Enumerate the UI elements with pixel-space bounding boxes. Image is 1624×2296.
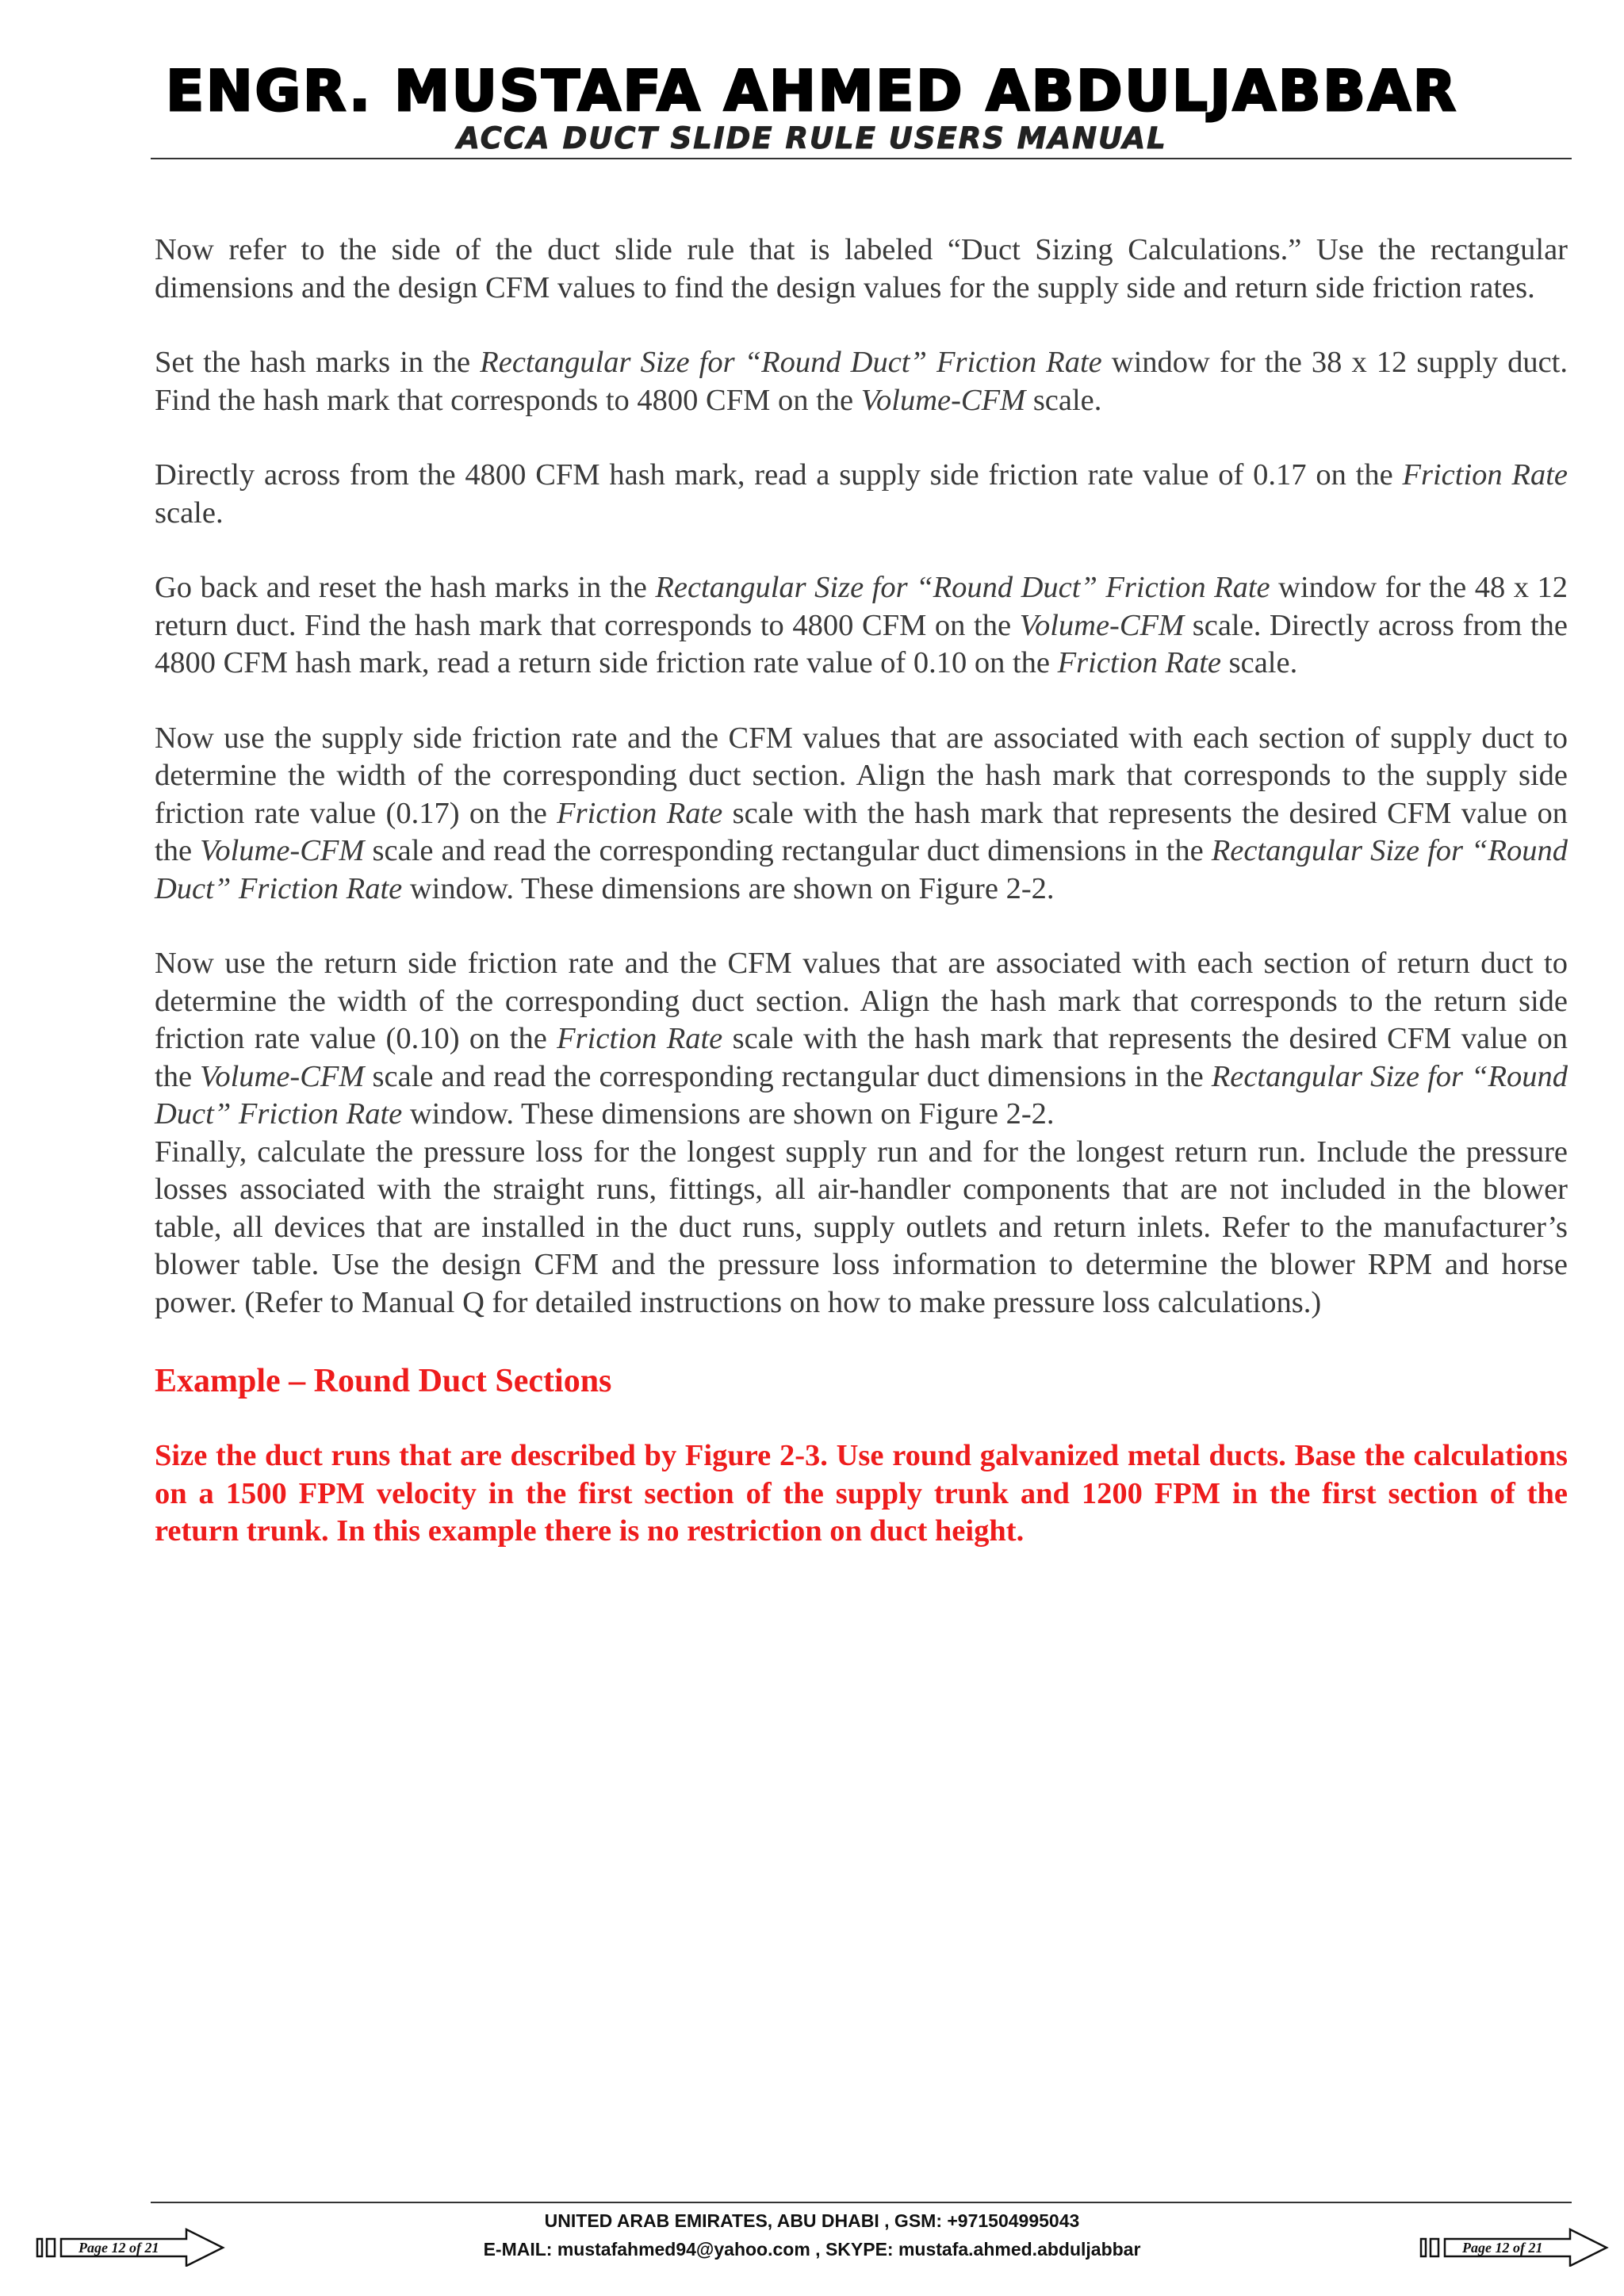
footer-location-phone: UNITED ARAB EMIRATES, ABU DHABI , GSM: +971504995043 xyxy=(544,2210,1080,2231)
page-indicator-right xyxy=(1419,2227,1610,2267)
paragraph-duct-sizing-intro: Now refer to the side of the duct slide rule that is labeled “Duct Sizing Calculations.” Use the rectangular dimensions and the design CFM values to find the design values for the supply side and return side friction rates. xyxy=(155,233,1568,304)
main-content xyxy=(155,232,1568,1551)
example-heading: Example – Round Duct Sections xyxy=(155,1363,612,1399)
paragraph-supply-friction-rate: Directly across from the 4800 CFM hash mark, read a supply side friction rate value of 0.17 on the Friction Rate scale. xyxy=(155,458,1568,530)
footer-divider xyxy=(151,2202,1572,2203)
document-author-title: ENGR. MUSTAFA AHMED ABDULJABBAR xyxy=(166,59,1458,124)
paragraph-supply-duct-width: Now use the supply side friction rate and the CFM values that are associated with each section of supply duct to determine the width of the corresponding duct section. Align the hash mark that corresponds to the supply side friction rate value (0.17) on the Friction Rate scale with the hash mark that represents the desired CFM value on the Volume-CFM scale and read the corresponding rectangular duct dimensions in the Rectangular Size for “Round Duct” Friction Rate window. These dimensions are shown on Figure 2-2. xyxy=(155,721,1568,905)
paragraph-supply-hash-marks: Set the hash marks in the Rectangular Size for “Round Duct” Friction Rate window for the 38 x 12 supply duct. Find the hash mark that corresponds to 4800 CFM on the Volume-CFM scale. xyxy=(155,346,1568,417)
paragraph-return-duct-width: Now use the return side friction rate and the CFM values that are associated with each section of return duct to determine the width of the corresponding duct section. Align the hash mark that corresponds to the return side friction rate value (0.10) on the Friction Rate scale with the hash mark that represents the desired CFM value on the Volume-CFM scale and read the corresponding rectangular duct dimensions in the Rectangular Size for “Round Duct” Friction Rate window. These dimensions are shown on Figure 2-2. xyxy=(155,947,1568,1131)
page-number-left: Page 12 of 21 xyxy=(79,2240,159,2256)
footer-email-skype: E-MAIL: mustafahmed94@yahoo.com , SKYPE: mustafa.ahmed.abduljabbar xyxy=(483,2239,1141,2260)
header-divider xyxy=(151,158,1572,159)
page-indicator-left xyxy=(36,2227,226,2267)
paragraph-return-hash-marks: Go back and reset the hash marks in the Rectangular Size for “Round Duct” Friction Rate window for the 48 x 12 return duct. Find the hash mark that corresponds to 4800 CFM on the Volume-CFM scale. Directly across from the 4800 CFM hash mark, read a return side friction rate value of 0.10 on the Friction Rate scale. xyxy=(155,571,1568,679)
example-instructions: Size the duct runs that are described by Figure 2-3. Use round galvanized metal ducts. Base the calculations on a 1500 FPM velocity in the first section of the supply trunk and 1200 FPM in the first section of the return trunk. In this example there is no restriction on duct height. xyxy=(155,1439,1568,1548)
paragraph-pressure-loss: Finally, calculate the pressure loss for the longest supply run and for the longest return run. Include the pressure losses associated with the straight runs, fittings, all air-handler components that are not included in the blower table, all devices that are installed in the duct runs, supply outlets and return inlets. Refer to the manufacturer’s blower table. Use the design CFM and the pressure loss information to determine the blower RPM and horse power. (Refer to Manual Q for detailed instructions on how to make pressure loss calculations.) xyxy=(155,1135,1568,1319)
document-subtitle: ACCA DUCT SLIDE RULE USERS MANUAL xyxy=(457,121,1167,155)
page-number-right: Page 12 of 21 xyxy=(1462,2240,1543,2256)
